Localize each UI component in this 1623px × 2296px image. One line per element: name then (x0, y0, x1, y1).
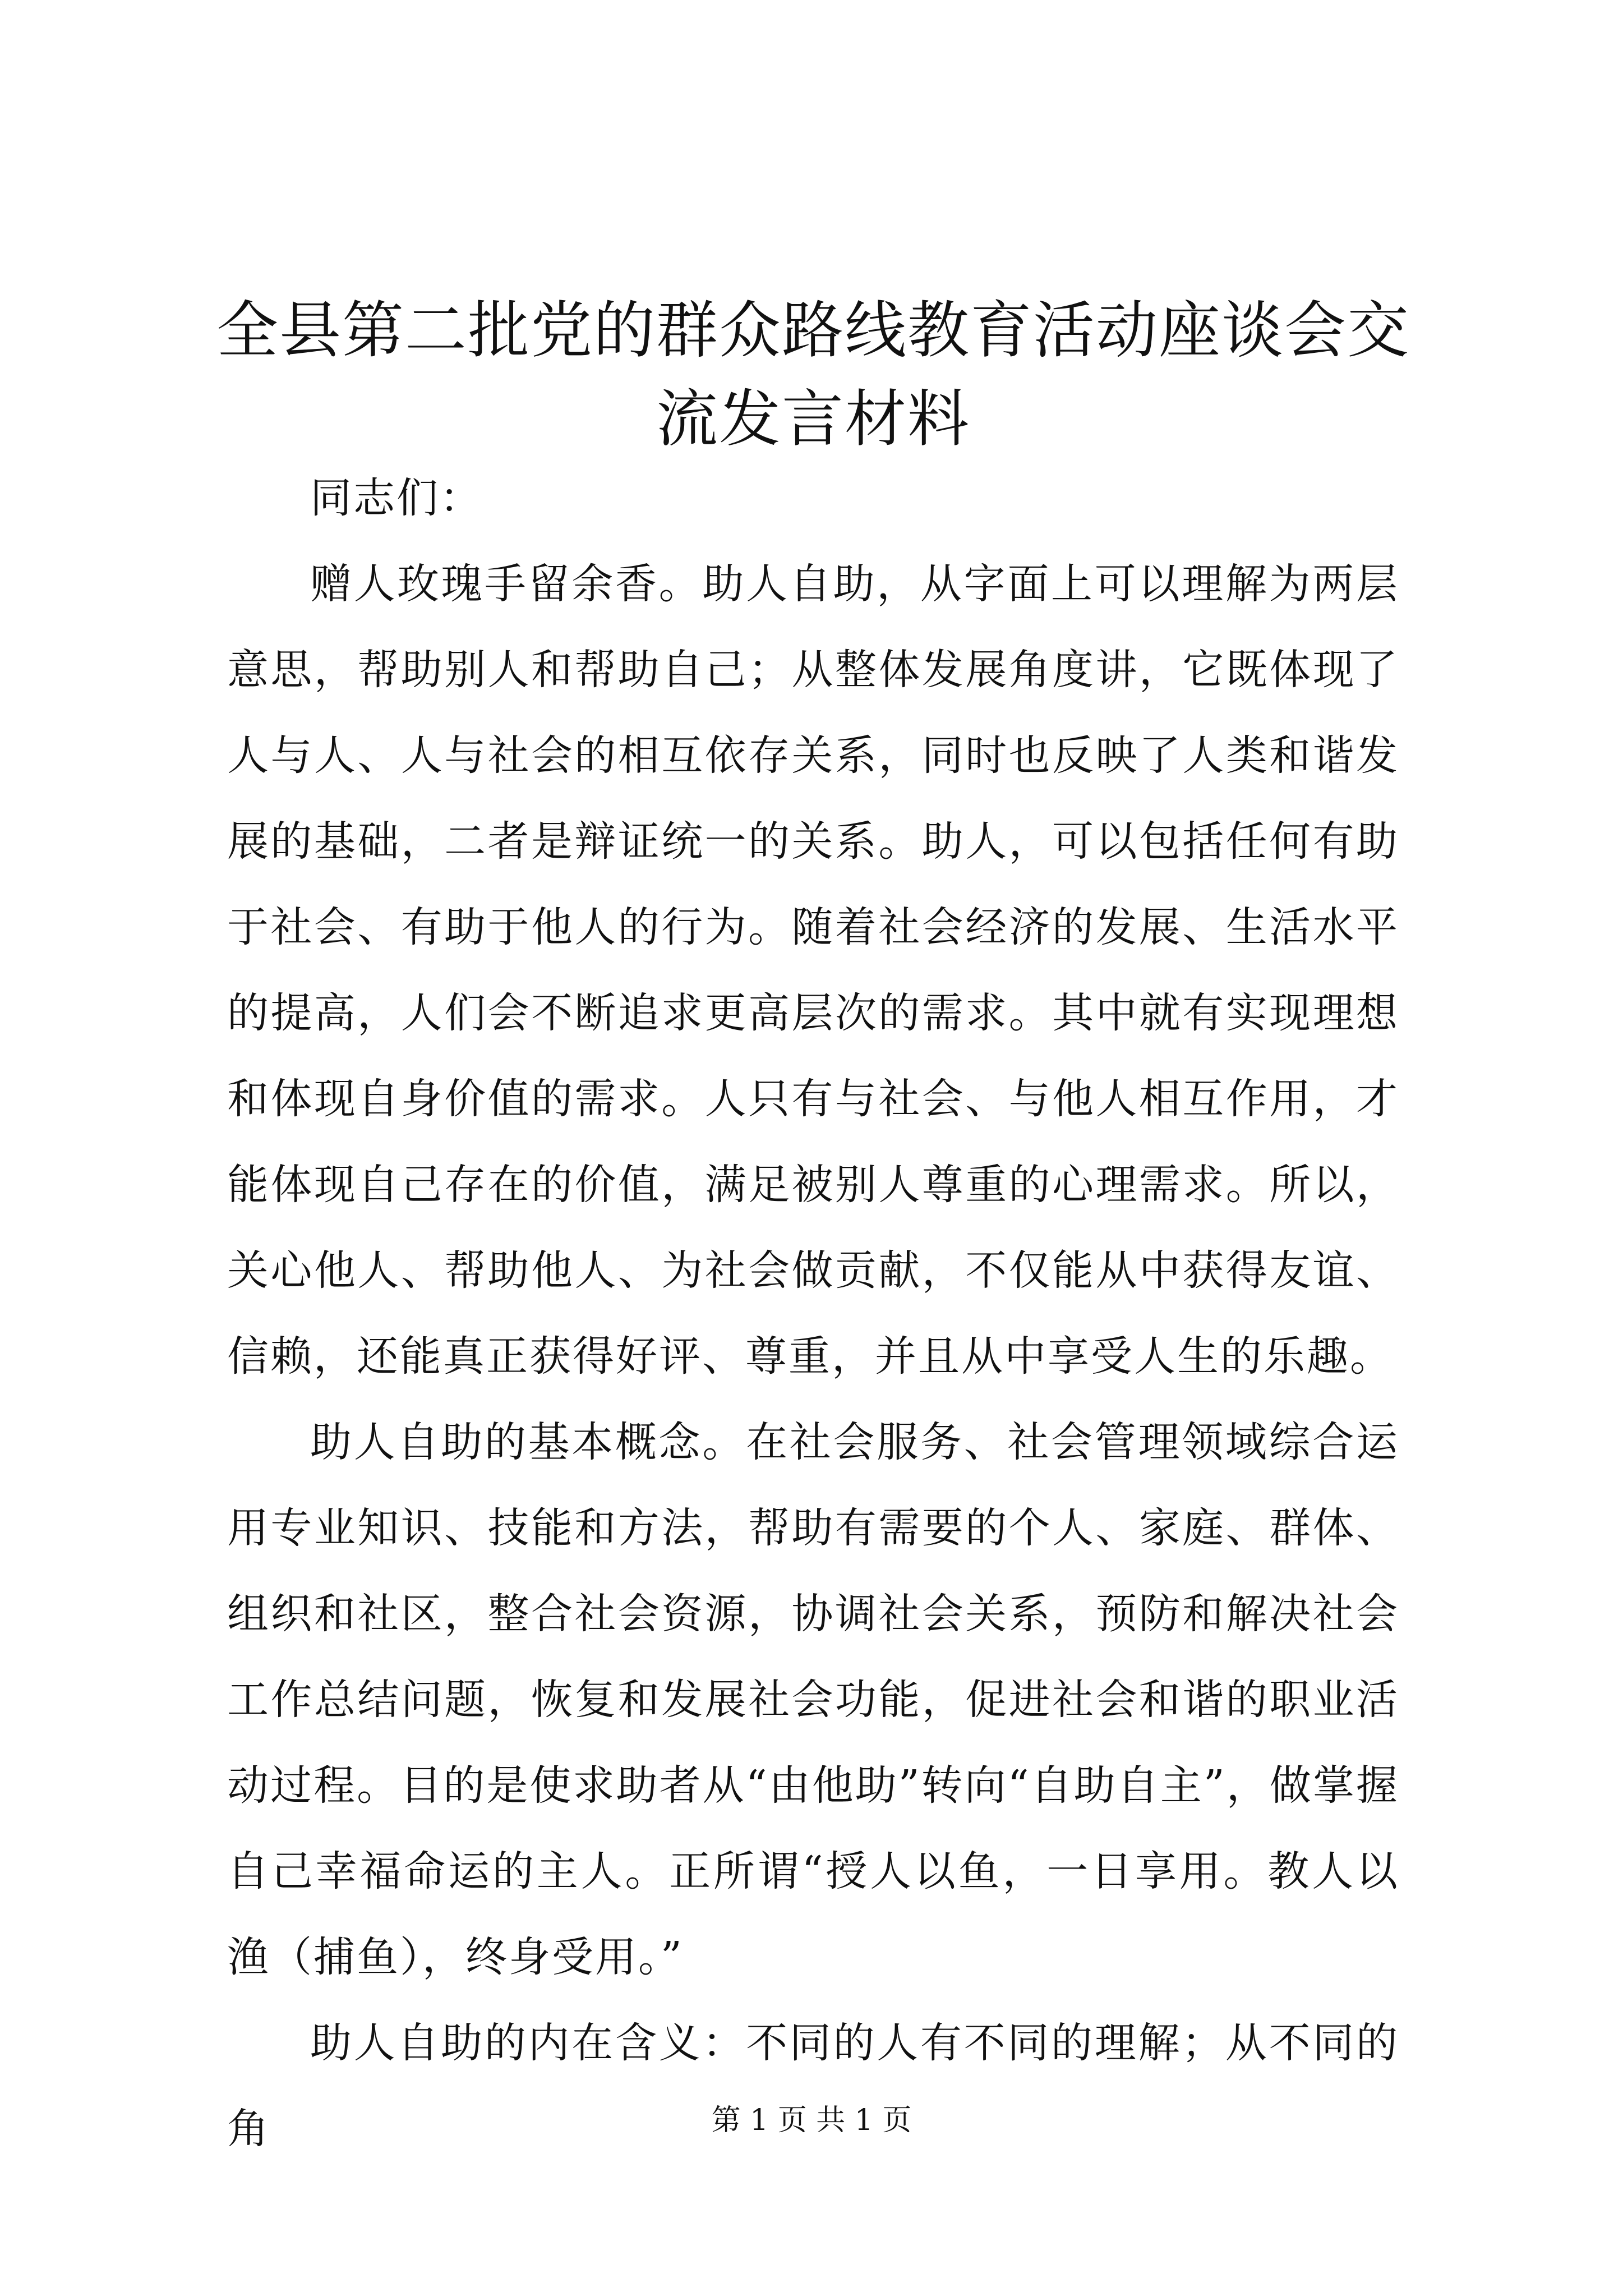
paragraph-1: 赠人玫瑰手留余香。助人自助，从字面上可以理解为两层意思，帮助别人和帮助自己；从整体发展角度讲，它既体现了人与人、人与社会的相互依存关系，同时也反映了人类和谐发展的基础，二者是辩证统一的关系。助人，可以包括任何有助于社会、有助于他人的行为。随着社会经济的发展、生活水平的提高，人们会不断追求更高层次的需求。其中就有实现理想和体现自身价值的需求。人只有与社会、与他人相互作用，才能体现自己存在的价值，满足被别人尊重的心理需求。所以，关心他人、帮助他人、为社会做贡献，不仅能从中获得友谊、信赖，还能真正获得好评、尊重，并且从中享受人生的乐趣。 (227, 560, 1399, 1381)
paragraph-3: 助人自助的内在含义：不同的人有不同的理解；从不同的角 (227, 2019, 1399, 2153)
paragraph-2: 助人自助的基本概念。在社会服务、社会管理领域综合运用专业知识、技能和方法，帮助有需要的个人、家庭、群体、组织和社区，整合社会资源，协调社会关系，预防和解决社会工作总结问题，恢复和发展社会功能，促进社会和谐的职业活动过程。目的是使求助者从“由他助”转向“自助自主”，做掌握自己幸福命运的主人。正所谓“授人以鱼，一日享用。教人以渔（捕鱼），终身受用。” (227, 1418, 1399, 1981)
document-body (227, 455, 1399, 2172)
page-number-footer: 第 1 页 共 1 页 (711, 2104, 912, 2137)
document-title: 全县第二批党的群众路线教育活动座谈会交流发言材料 (216, 295, 1410, 455)
salutation: 同志们： (310, 474, 483, 522)
